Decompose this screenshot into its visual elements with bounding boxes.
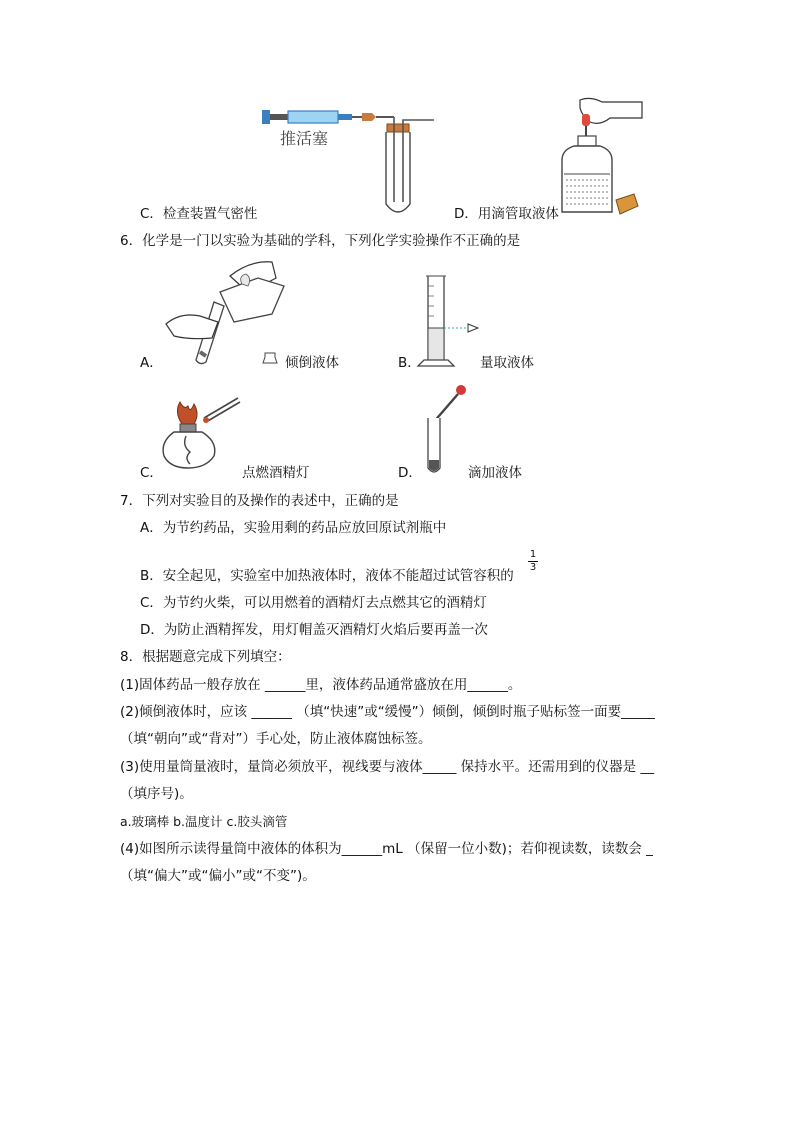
- pour-liquid-figure: [160, 256, 290, 366]
- q6-d-text: 滴加液体: [468, 465, 522, 481]
- bottle-cap: [616, 194, 638, 214]
- q8-line-2: (2)倾倒液体时，应该 ______ （填“快速”或“缓慢”）倾倒，倾倒时瓶子贴标签一面要_____: [120, 704, 655, 720]
- q7-option-d: D．为防止酒精挥发，用灯帽盖灭酒精灯火焰后要再盖一次: [140, 622, 488, 638]
- fraction-denominator: 3: [529, 562, 537, 573]
- q8-line-7: (4)如图所示读得量筒中液体的体积为______mL （保留一位小数)；若仰视读数，读数会 _: [120, 841, 653, 857]
- q8-stem: 8．根据题意完成下列填空：: [120, 649, 291, 665]
- fraction-numerator: 1: [529, 549, 537, 560]
- reagent-bottle: [562, 146, 612, 212]
- q8-line-5: （填序号)。: [120, 786, 193, 802]
- q7-option-c: C．为节约火柴，可以用燃着的酒精灯去点燃其它的酒精灯: [140, 595, 487, 611]
- airtightness-apparatus-figure: [258, 102, 448, 220]
- q5-option-d: D．用滴管取液体: [454, 206, 559, 222]
- stopper-icon: [262, 352, 278, 364]
- q5-option-c: C．检查装置气密性: [140, 206, 258, 222]
- q6-c-letter: C．: [140, 465, 163, 481]
- light-alcohol-lamp-figure: [160, 396, 246, 472]
- syringe-label: 推活塞: [280, 129, 329, 148]
- flame-icon: [177, 402, 197, 424]
- dropper-bulb: [456, 385, 466, 395]
- syringe-barrel: [288, 111, 338, 123]
- drop-liquid-figure: [420, 384, 470, 476]
- q8-line-3: （填“朝向”或“背对”）手心处，防止液体腐蚀标签。: [120, 731, 432, 747]
- q8-line-6: a.玻璃棒 b.温度计 c.胶头滴管: [120, 814, 288, 829]
- q6-stem: 6．化学是一门以实验为基础的学科，下列化学实验操作不正确的是: [120, 233, 521, 249]
- q6-d-letter: D．: [398, 465, 422, 481]
- q8-line-8: （填“偏大”或“偏小”或“不变”)。: [120, 868, 316, 884]
- dropper-take-liquid-figure: [560, 96, 650, 220]
- q7-option-a: A．为节约药品，实验用剩的药品应放回原试剂瓶中: [140, 520, 447, 536]
- q6-c-text: 点燃酒精灯: [242, 465, 310, 481]
- test-tube: [386, 132, 410, 212]
- q8-line-1: (1)固体药品一般存放在 ______里，液体药品通常盛放在用______。: [120, 677, 522, 693]
- q6-a-letter: A．: [140, 355, 163, 371]
- rubber-tube: [362, 113, 376, 121]
- eye-icon: [468, 324, 478, 332]
- q6-b-text: 量取液体: [480, 355, 534, 371]
- q8-line-4: (3)使用量筒量液时，量筒必须放平，视线要与液体_____ 保持水平。还需用到的仪器是 __: [120, 759, 654, 775]
- q6-b-letter: B．: [398, 355, 421, 371]
- stopper: [387, 124, 409, 132]
- q6-a-text: 倾倒液体: [285, 355, 339, 371]
- syringe-plunger-head: [262, 110, 270, 124]
- measure-liquid-figure: [416, 274, 486, 370]
- fraction-one-third: [528, 550, 538, 573]
- q7-option-b: B．安全起见，实验室中加热液体时，液体不能超过试管容积的: [140, 568, 514, 584]
- q7-stem: 7．下列对实验目的及操作的表述中，正确的是: [120, 493, 399, 509]
